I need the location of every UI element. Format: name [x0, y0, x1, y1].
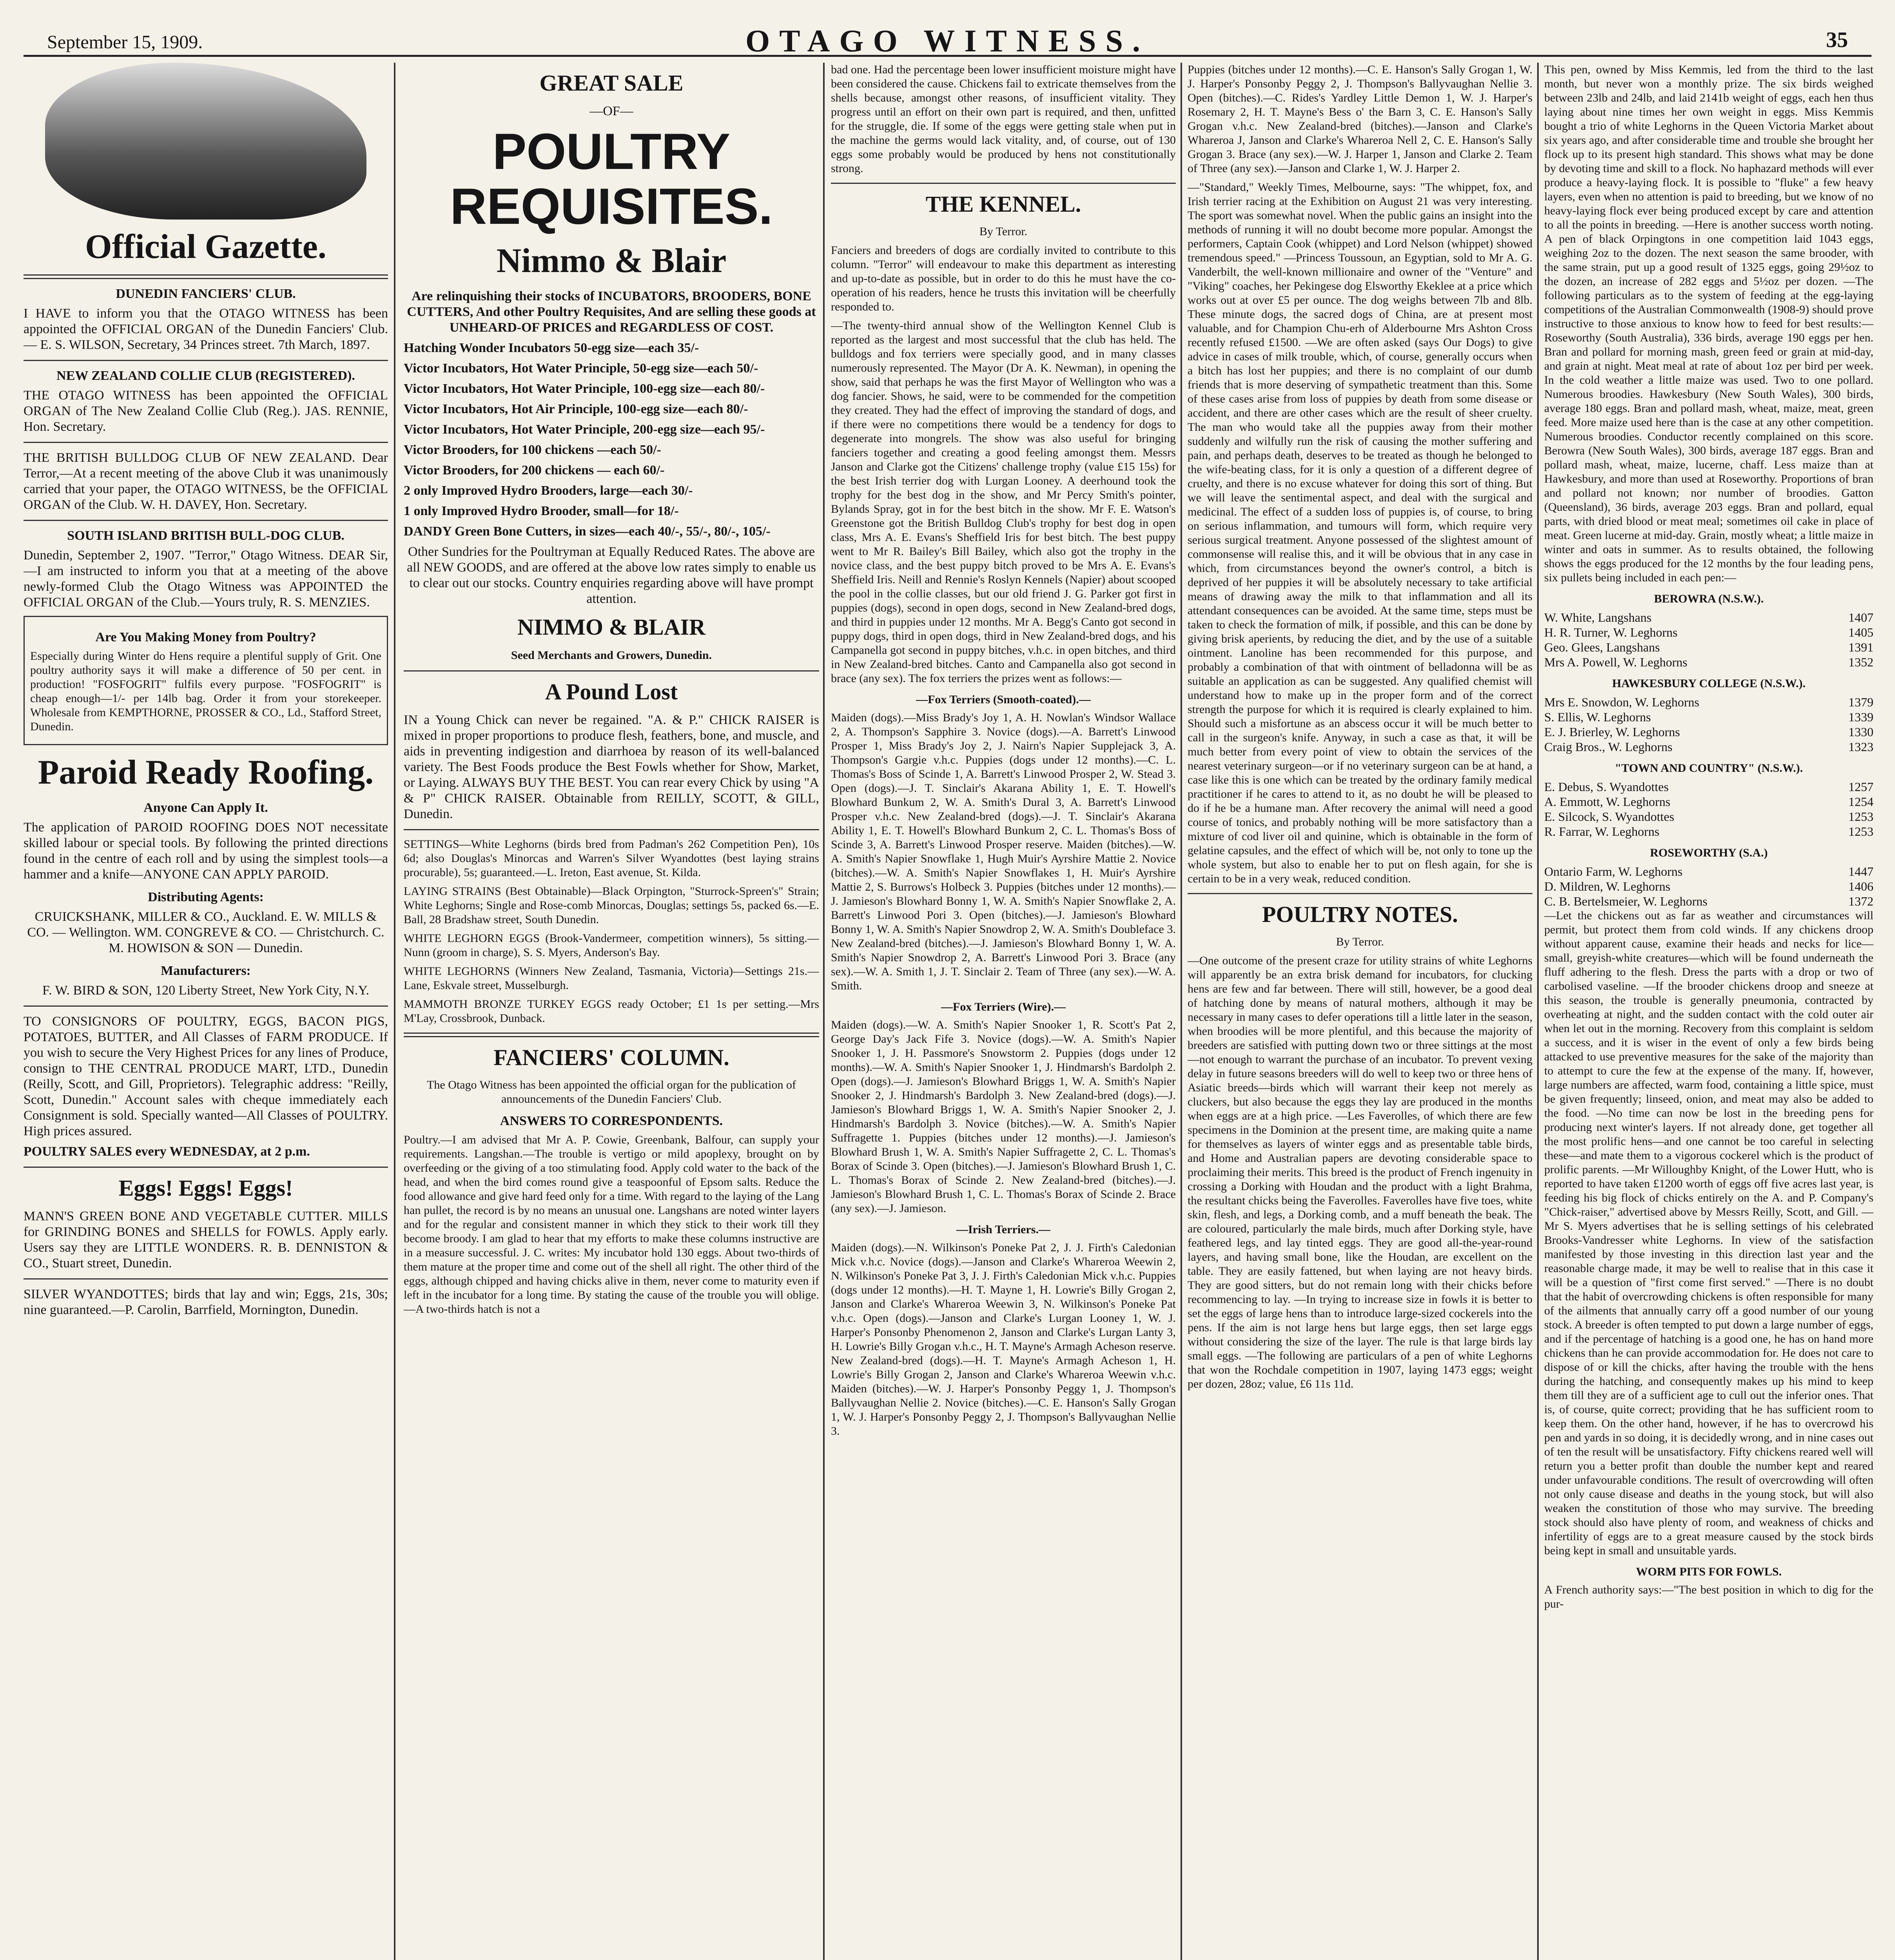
divider	[24, 1005, 388, 1007]
nimmo-outro: Other Sundries for the Poultryman at Equally Reduced Rates. The above are all NEW GOODS, and are offered at the above low rates simply to enable us to clear out our stocks. Country enquiries regarding above will have prompt attention.	[407, 544, 816, 606]
entry-name: E. Silcock, S. Wyandottes	[1544, 809, 1674, 824]
collie-illustration	[45, 63, 366, 220]
of-line: —OF—	[589, 104, 633, 118]
kennel-body: —The twenty-third annual show of the Wellington Kennel Club is reported as the largest and most successful that the club has held. The bulldogs and fox terriers were specially good, and in many classes numerously represented. The Mayor (Dr A. K. Newman), in opening the show, said that perhaps he was the first Mayor of Wellington who was a dog fancier. Shows, he said, were to be commended for the competition they created. They had the effect of improving the standard of dogs, and if there were no competitions there would be a tendency for dogs to degenerate into mongrels. The show was also useful for bringing fanciers together and creating a good feeling amongst them. Messrs Janson and Clarke got the Citizens' challenge trophy (value £15 15s) for the best Irish terrier dog with Lurgan Looney. A deerhound took the trophy for the best dog in the show, and Mr Percy Smith's pointer, Bylands Spray, got in for the best bitch in the show. Mr F. E. Watson's Greenstone got the British Bulldog Club's trophy for best dog in open class, Mrs A. E. Evans's Sheffield Iris for best bitch. The best puppy went to Mr R. Bailey's Bill Bailey, which also got the trophy in the novice class, and the best puppy bitch proved to be Mrs A. E. Evans's Sheffield Iris. Neill and Rennie's Roslyn Kennels (Napier) about scooped the pool in the collie classes, but our old friend J. G. Parker got first in puppies (dogs), second in open dogs, second in New Zealand-bred dogs, and third in puppies under 12 months. Mr A. Begg's Canto got second in puppy dogs, third in open dogs, third in New Zealand-bred dogs, and his Campanella got second in puppy bitches, v.h.c. in open bitches, and third in New Zealand-bred bitches. Canto and Campanella also got second in brace (any sex). The fox terriers the prizes went as follows:—	[831, 319, 1176, 685]
kennel-byline: By Terror.	[979, 225, 1028, 238]
poultry-notes-heading: POULTRY NOTES.	[1262, 902, 1458, 927]
paroid-body: The application of PAROID ROOFING DOES NOT necessitate skilled labour or special tools. By following the printed directions found in the centre of each roll and by using the simplest tools—a hammer and a knife—ANYONE CAN APPLY PAROID.	[24, 820, 388, 882]
agents-body: CRUICKSHANK, MILLER & CO., Auckland. E. W. MILLS & CO. — Wellington. WM. CONGREVE & CO. — Christchurch. C. M. HOWISON & SON — Dunedin.	[27, 909, 384, 955]
entry-name: Mrs A. Powell, W. Leghorns	[1544, 655, 1688, 669]
poultry-notes-more: —Let the chickens out as far as weather and circumstances will permit, but protect them from cold winds. If any chickens droop without apparent cause, examine their heads and necks for lice—small, greyish-white creatures—which will be found underneath the fluff adhering to the flesh. Dress the parts with a drop or two of carbolised vaseline. —If the brooder chickens droop and sneeze at this season, the trouble is generally pneumonia, contracted by overheating at night, and the sudden contact with the cold outer air when let out in the morning. Recovery from this complaint is seldom a success, and it is wiser in the event of only a few birds being attacked to use preventive measures for the sake of the majority than to attempt to cure the few at the expense of the many. If, however, large numbers are affected, warm food, containing a little spice, must be given frequently; linseed, onion, and meat may also be added to the food. —No time can now be lost in the breeding pens for producing next winter's layers. If not already done, get together all the most prolific hens—and one cannot be too careful in selecting these—and mate them to a vigorous cockerel which is the product of prolific parents. —Mr Willoughby Knight, of the Lower Hutt, who is reported to have taken £1200 worth of eggs off five acres last year, is feeding his big flock of chicks entirely on the A. and P. Company's "Chick-raiser," advertised above by Messrs Reilly, Scott, and Gill. —Mr S. Myers advertises that he is selling settings of his celebrated Brooks-Vandresser white Leghorns. In view of the satisfaction manifested by those investing in this direction last year and the reasonable charge made, it may be well to realise that in this case it will be a question of "first come first served." —There is no doubt that the habit of overcrowding chickens is often responsible for many of the ailments that annually carry off a good number of our young stock. A breeder is often tempted to put down a large number of eggs, and if the percentage of hatching is a good one, he has on hand more chickens than he can provide accommodation for. He does not care to dispose of or kill the chicks, after having the trouble with the hens during the hatching, and consequently makes up his mind to keep them till they are of a sufficient age to cull out the inferior ones. That is, of course, quite correct; providing that he has sufficient room to keep them. On the other hand, however, if he has to overcrowd his pen and yards in so doing, it is decidedly wrong, and in nine cases out of ten the result will be unsatisfactory. Fifty chickens reared well will return you a better profit than double the number kept and reared under unfavourable conditions. The result of overcrowding will often not only cause disease and deaths in the young stock, but will also weaken the constitution of those who may survive. The breeding stock should also have plenty of room, and weakness of chicks and infertility of eggs are to a great measure caused by the stock birds being kept in small and unsuitable yards.	[1544, 909, 1873, 1557]
masthead	[24, 16, 1871, 57]
wire-fox-results: Maiden (dogs).—W. A. Smith's Napier Snooker 1, R. Scott's Pat 2, George Day's Jack Fife 3. Novice (dogs).—W. A. Smith's Napier Snooker 1, J. H. Passmore's Snowstorm 2. Puppies (dogs under 12 months).—W. A. Smith's Napier Snooker 1, J. Hindmarsh's Bardolph 2. Open (dogs).—J. Jamieson's Blowhard Briggs 1, W. A. Smith's Napier Snooker 2, J. Hindmarsh's Bardolph 3. New Zealand-bred (dogs).—J. Jamieson's Blowhard Briggs 1, W. A. Smith's Napier Snooker 2, J. Hindmarsh's Bardolph 3. Novice (bitches).—W. A. Smith's Napier Suffragette 1. Puppies (bitches under 12 months).—J. Jamieson's Blowhard Brush 1, W. A. Smith's Napier Suffragette 2, C. L. Thomas's Borax of Scinde 3. Open (bitches).—J. Jamieson's Blowhard Brush 1, C. L. Thomas's Borax of Scinde 2. New Zealand-bred (bitches).—J. Jamieson's Blowhard Brush 1, C. L. Thomas's Borax of Scinde 2. Brace (any sex).—J. Jamieson.	[831, 1018, 1176, 1215]
table-row	[1544, 794, 1873, 809]
entry-name: A. Emmott, W. Leghorns	[1544, 795, 1670, 809]
requisites-heading: REQUISITES.	[450, 178, 773, 235]
pound-lost-heading: A Pound Lost	[545, 679, 678, 704]
entry-name: E. J. Brierley, W. Leghorns	[1544, 725, 1680, 739]
table-row	[1544, 894, 1873, 909]
entry-name: Ontario Farm, W. Leghorns	[1544, 864, 1683, 878]
table-row	[1544, 640, 1873, 655]
nimmo-blair-subtitle: Seed Merchants and Growers, Dunedin.	[511, 649, 712, 662]
irish-terriers-results: Maiden (dogs).—N. Wilkinson's Poneke Pat 2, J. J. Firth's Caledonian Mick v.h.c. Novice (dogs).—Janson and Clarke's Whareroa Weewin 2, N. Wilkinson's Poneke Pat 3, J. J. Firth's Caledonian Mick v.h.c. Puppies (dogs under 12 months).—H. T. Mayne 1, H. Lowrie's Billy Grogan 2, Janson and Clarke's Whareroa Weewin 3, N. Wilkinson's Poneke Pat v.h.c. Open (dogs).—Janson and Clarke's Lurgan Looney 1, W. J. Harper's Ponsonby Phenomenon 2, Janson and Clarke's Lurgan Lanty 3, H. Lowrie's Billy Grogan v.h.c., H. T. Mayne's Armagh Acheson reserve. New Zealand-bred (dogs).—H. T. Mayne's Armagh Acheson 1, H. Lowrie's Billy Grogan 2, Janson and Clarke's Whareroa Weewin v.h.c. Maiden (bitches).—W. J. Harper's Ponsonby Peggy 1, J. Thompson's Ballyvaughan Nellie 2. Novice (bitches).—C. E. Hanson's Sally Grogan 1, W. J. Harper's Ponsonby Peggy 2, J. Thompson's Ballyvaughan Nellie 3.	[831, 1241, 1176, 1437]
entry-name: Mrs E. Snowdon, W. Leghorns	[1544, 695, 1699, 709]
poultry-notes-continued: This pen, owned by Miss Kemmis, led from the third to the last month, but never won a monthly prize. The six birds weighed between 23lb and 24lb, and laid 2141b weight of eggs, each hen thus laying about nine times her own weight in eggs. Miss Kemmis bought a trio of white Leghorns in the Queen Victoria Market about six years ago, and after considerable time and trouble she brought her flock up to its present high standard. This shows what may be done by devoting time and skill to a flock. No haphazard methods will ever produce a heavy-laying flock. It is possible to "fluke" a few heavy layers, even when no attention is paid to breeding, but we know of no heavy-laying flock ever being produced except by care and attention to all the points in breeding. —Here is another success worth noting. A pen of black Orpingtons in one competition laid 1043 eggs, weighing 2oz to the dozen. The next season the same brooder, with the same strain, put up a good result of 1325 eggs, going 29½oz to the dozen, an increase of 282 eggs and 5½oz per dozen. —The following particulars as to the system of feeding at the egg-laying competitions of the Australian Commonwealth (1908-9) should prove instructive to those anxious to know how to feed for best results:— Roseworthy (South Australia), 336 birds, average 190 eggs per hen. Bran and pollard for morning mash, green feed or grain at mid-day, and grain at night. Meat meal at rate of about 1oz per bird per week. In the cold weather a little maize was used. Two to one pollard. Numerous broodies. Hawkesbury (New South Wales), 300 birds, average 180 eggs. Bran and pollard mash, wheat, maize, meat, green feed. More maize used here than is the case at any other competition. Numerous broodies. Conductor recently complained on this score. Berowra (New South Wales), 300 birds, average 187 eggs. Bran and pollard mash, wheat, maize, lucerne, chaff. Less maize than at Hawkesbury, and more than used at Roseworthy. Proportions of bran and pollard not known; nor number of broodies. Gatton (Queensland), 36 birds, average 203 eggs. Bran and pollard, equal parts, with dried blood or meat meal; sometimes oil cake in place of meat. Green lucerne at mid-day. Grain, mostly wheat; a little maize in winter and oats in summer. As to results obtained, the following shows the eggs produced for the 12 months by the four leading pens, six pullets being included in each pen:—	[1544, 63, 1873, 584]
table-row	[1544, 824, 1873, 839]
table-row	[1544, 864, 1873, 879]
table-row	[1544, 695, 1873, 710]
eggs-body: MANN'S GREEN BONE AND VEGETABLE CUTTER. MILLS for GRINDING BONES and SHELLS for FOWLS. Apply early. Users say they are LITTLE WONDERS. R. B. DENNISTON & CO., Stuart street, Dunedin.	[24, 1209, 388, 1270]
entry-name: R. Farrar, W. Leghorns	[1544, 824, 1659, 838]
entry-name: E. Debus, S. Wyandottes	[1544, 780, 1669, 794]
classified-ad: WHITE LEGHORNS (Winners New Zealand, Tasmania, Victoria)—Settings 21s.—Lane, Eskvale street, Musselburgh.	[404, 965, 819, 992]
poultry-notes-byline: By Terror.	[1336, 935, 1384, 948]
column-3	[831, 63, 1176, 1960]
table-row	[1544, 655, 1873, 670]
column-2	[404, 63, 819, 1960]
divider	[24, 1167, 388, 1168]
classified-ad: WHITE LEGHORN EGGS (Brook-Vandermeer, competition winners), 5s sitting.—Nunn (groom in charge), S. S. Myers, Anderson's Bay.	[404, 932, 819, 959]
answers-heading: ANSWERS TO CORRESPONDENTS.	[500, 1114, 723, 1128]
entry-eggs: 1379	[1848, 695, 1873, 709]
kennel-notes: —"Standard," Weekly Times, Melbourne, says: "The whippet, fox, and Irish terrier racing at the Exhibition on August 21 was very interesting. The sport was somewhat novel. When the public gains an insight into the methods of running it will no doubt become more popular. Amongst the performers, Captain Cook (whippet) and Lord Nelson (whippet) showed tremendous speed." —Princess Toussoun, an Egyptian, sold to Mr A. G. Vanderbilt, the well-known millionaire and owner of the "Venture" and "Viking" coaches, her Pekingese dog Elsworthy Ekeklee at a price which works out at over £5 per ounce. The dog weighs between 7lb and 8lb. These minute dogs, the sacred dogs of China, are at present most valuable, and for Champion Chu-erh of Alderbourne Mrs Ashton Cross recently refused £1500. —We are often asked (says Our Dogs) to give advice in cases of milk trouble, which, of course, generally occurs when a bitch has lost her puppies; and there is no complaint of our dumb friends that is more deserving of sympathetic treatment than this. Some of these cases arise from loss of puppies by death from some disease or accident, and there are other cases which are the result of sheer cruelty. The man who would take all the puppies away from their mother suddenly and wilfully run the risk of causing the mother suffering and pain, and perhaps death, deserves to be treated as though he belonged to the wife-beating class, for it is only a question of a different degree of cruelty, and there is no excuse whatever for doing this sort of thing. But we will leave the sentimental aspect, and deal with the surgical and medicinal. The effect of a sudden loss of puppies is, of course, to bring on serious inflammation, and tumours will form, which require very serious surgical treatment. Anyone possessed of the slightest amount of commonsense will realise this, and it will be obvious that in any case in which, from circumstances beyond the owner's control, a bitch is deprived of her puppies it will be absolutely necessary to take artificial means of drawing away the milk to that inflammation and all its attendant consequences can be avoided. At the same time, steps must be taken to check the formation of milk, if possible, and this can be done by giving brisk aperients, by reducing the diet, and by the use of a suitable ointment. Lanoline has been recommended for this purpose, and probably a combination of that with ointment of belladonna will be as suitable an application as can be suggested. Any qualified chemist will understand how to make up in the proper form and of the correct strength the purpose for which it is required is clearly explained to him. Should such a misfortune as an abscess occur it will be much better to call in the surgeon's knife. Anyway, in such a case as that, it will be much better from every point of view to obtain the services of the nearest veterinary surgeon—or if no veterinary surgeon can be at hand, a case like this is one which can be treated by the ordinary family medical practitioner if he cares to attend to it, as no doubt he will be pleased to do if he be a humane man. After recovery the animal will need a good course of tonics, and probably nothing will be more satisfactory than a mixture of cod liver oil and quinine, which is obtainable in the form of gelatine capsules, and the effect of which will be, not only to tone up the whole system, but also to enable her to put on flesh again, for she is certain to be in a very weak, reduced condition.	[1188, 181, 1532, 885]
divider	[831, 183, 1176, 184]
table-row	[1544, 625, 1873, 640]
divider	[24, 442, 388, 443]
poultry-heading: POULTRY	[492, 123, 731, 180]
column-5	[1544, 63, 1873, 1960]
divider	[24, 274, 388, 279]
entry-eggs: 1253	[1848, 809, 1873, 824]
divider	[24, 360, 388, 361]
issue-date: September 15, 1909.	[47, 32, 203, 53]
entry-eggs: 1330	[1848, 725, 1873, 739]
divider	[404, 1033, 819, 1037]
nzcc-heading: NEW ZEALAND COLLIE CLUB (REGISTERED).	[56, 368, 355, 383]
kennel-heading: THE KENNEL.	[925, 191, 1081, 217]
dfc-notice: I HAVE to inform you that the OTAGO WITNESS has been appointed the OFFICIAL ORGAN of the Dunedin Fanciers' Club. — E. S. WILSON, Secretary, 34 Princes street. 7th March, 1897.	[24, 306, 388, 352]
sale-item: 2 only Improved Hydro Brooders, large—each 30/-	[404, 483, 693, 498]
column-4	[1188, 63, 1532, 1960]
entry-name: W. White, Langshans	[1544, 610, 1652, 624]
entry-eggs: 1253	[1848, 824, 1873, 838]
kennel-intro: Fanciers and breeders of dogs are cordially invited to contribute to this column. "Terror" will endeavour to make this department as interesting and up-to-date as possible, but in order to do this he must have the co-operation of his readers, hence he trusts this invitation will be cheerfully responded to.	[831, 244, 1176, 313]
table-heading: HAWKESBURY COLLEGE (N.S.W.).	[1612, 677, 1806, 690]
entry-name: Craig Bros., W. Leghorns	[1544, 740, 1673, 754]
sale-item: DANDY Green Bone Cutters, in sizes—each 40/-, 55/-, 80/-, 105/-	[404, 524, 771, 539]
entry-eggs: 1406	[1848, 879, 1873, 893]
results-table	[1544, 592, 1873, 909]
classified-ad: MAMMOTH BRONZE TURKEY EGGS ready October; £1 1s per setting.—Mrs M'Lay, Crossbrook, Dunback.	[404, 998, 819, 1025]
entry-eggs: 1339	[1848, 710, 1873, 724]
entry-name: S. Ellis, W. Leghorns	[1544, 710, 1651, 724]
fanciers-intro: The Otago Witness has been appointed the official organ for the publication of announcements of the Dunedin Fanciers' Club.	[427, 1078, 796, 1105]
entry-name: D. Mildren, W. Leghorns	[1544, 879, 1670, 893]
chick-raiser-ad: IN a Young Chick can never be regained. "A. & P." CHICK RAISER is mixed in proper proportions to produce flesh, feathers, bone, and muscle, and aids in preventing indigestion and diarrhoea by reason of its well-balanced variety. The Best Foods produce the Best Fowls whether for Show, Market, or Laying. ALWAYS BUY THE BEST. You can rear every Chick by using "A & P" CHICK RAISER. Obtainable from REILLY, SCOTT, & GILL, Dunedin.	[404, 713, 819, 821]
sale-item: Hatching Wonder Incubators 50-egg size—each 35/-	[404, 341, 699, 355]
worm-pits-body: A French authority says:—"The best position in which to dig for the pur-	[1544, 1583, 1873, 1610]
irish-terriers-continued: Puppies (bitches under 12 months).—C. E. Hanson's Sally Grogan 1, W. J. Harper's Ponsonby Peggy 2, J. Thompson's Ballyvaughan Nellie 3. Open (bitches).—C. Rides's Yardley Little Demon 1, W. J. Harper's Rosemary 2, H. T. Mayne's Bess o' the Barn 3, C. E. Hanson's Sally Grogan v.h.c. New Zealand-bred (bitches).—Janson and Clarke's Whareroa J, Janson and Clarke's Whareroa Nell 2, C. E. Hanson's Sally Grogan 3. Brace (any sex).—W. J. Harper 1, Janson and Clarke 2. Team of Three (any sex).—Janson and Clarke 1, W. J. Harper 2.	[1188, 63, 1532, 175]
page-number: 35	[1826, 28, 1848, 52]
worm-pits-heading: WORM PITS FOR FOWLS.	[1636, 1565, 1782, 1578]
entry-eggs: 1391	[1848, 640, 1873, 654]
entry-eggs: 1254	[1848, 795, 1873, 809]
wire-fox-heading: —Fox Terriers (Wire).—	[941, 1000, 1066, 1013]
manufacturers-body: F. W. BIRD & SON, 120 Liberty Street, New York City, N.Y.	[42, 983, 370, 998]
dfc-heading: DUNEDIN FANCIERS' CLUB.	[116, 287, 296, 301]
sale-item: Victor Incubators, Hot Water Principle, 100-egg size—each 80/-	[404, 381, 765, 396]
sib-notice: Dunedin, September 2, 1907. "Terror," Otago Witness. DEAR Sir,—I am instructed to inform you that at a meeting of the above newly-formed Club the Otago Witness was APPOINTED the OFFICIAL ORGAN of the Club.—Yours truly, R. S. MENZIES.	[24, 548, 388, 610]
sale-item: Victor Brooders, for 200 chickens — each 60/-	[404, 463, 665, 477]
agents-heading: Distributing Agents:	[148, 890, 264, 904]
irish-terriers-heading: —Irish Terriers.—	[956, 1223, 1050, 1236]
table-row	[1544, 779, 1873, 794]
paper-title: OTAGO WITNESS.	[745, 24, 1150, 58]
paroid-heading: Paroid Ready Roofing.	[38, 753, 374, 791]
entry-eggs: 1405	[1848, 625, 1873, 639]
table-row	[1544, 724, 1873, 739]
sale-item: Victor Incubators, Hot Water Principle, 200-egg size—each 95/-	[404, 422, 765, 437]
poultry-notes-body: —One outcome of the present craze for utility strains of white Leghorns will apparently be an extra brisk demand for incubators, for clucking hens are few and far between. There will still, however, be a good deal of hatching done by means of natural mothers, although it may be necessary in many cases to defer operations till a little later in the season, when broodies will be more plentiful, and this because the majority of breeders are satisfied with putting down two or three sittings at the most—not enough to warrant the purchase of an incubator. To prevent vexing delay in future seasons breeders will do well to keep two or three hens of Asiatic breeds—birds which will warrant their keep not merely as cluckers, but also because the eggs they lay are produced in the months when eggs are at a high price. —Les Faverolles, of which there are few specimens in the Dominion at the present time, are making quite a name for themselves as layers of winter eggs and as presentable table birds, and Home and Australian papers are devoting considerable space to proclaiming their merits. This breed is the product of French ingenuity in crossing a Dorking with Houdan and the product with a light Brahma, the resultant chicks being the Faverolles. Faverolles have five toes, white skin, flesh, and legs, a Dorking comb, and a muff beneath the beak. The are coloured, particularly the male birds, much after Dorking style, have feathered legs, and lay tinted eggs. They are good all-the-year-round layers, and having small bone, like the Houdan, are excellent on the table. They are easily fattened, but when laying are not heavy birds. They are good sitters, but do not remain long with their chicks before recommencing to lay. —In trying to increase size in fowls it is better to set the eggs of large hens than to introduce large-sized cockerels into the pens. If the aim is not large hens but large eggs, then set large eggs without considering the size of the layer. The rule is that large birds lay small eggs. —The following are particulars of a pen of white Leghorns that won the Rochdale competition in 1907, laying 1473 eggs; weight per dozen, 28oz; value, £6 11s 11d.	[1188, 954, 1532, 1390]
silver-wyandottes-ad: SILVER WYANDOTTES; birds that lay and win; Eggs, 21s, 30s; nine guaranteed.—P. Carolin, Barrfield, Mornington, Dunedin.	[24, 1287, 388, 1317]
entry-eggs: 1352	[1848, 655, 1873, 669]
entry-eggs: 1407	[1848, 610, 1873, 624]
column-rule	[1537, 63, 1539, 1960]
table-row	[1544, 710, 1873, 724]
table-row	[1544, 739, 1873, 754]
divider	[1188, 893, 1532, 894]
table-heading: BEROWRA (N.S.W.).	[1654, 592, 1764, 605]
column-rule	[823, 63, 825, 1960]
classified-ad: SETTINGS—White Leghorns (birds bred from Padman's 262 Competition Pen), 10s 6d; also Douglas's Minorcas and Warren's Silver Wyandottes (best laying strains procurable), 5s; guaranteed.—L. Ireton, East avenue, St. Kilda.	[404, 838, 819, 879]
table-heading: ROSEWORTHY (S.A.)	[1650, 846, 1768, 859]
classified-ad: LAYING STRAINS (Best Obtainable)—Black Orpington, "Sturrock-Spreen's" Strain; White Leghorns; Single and Rose-comb Minorcas, Douglas; settings 5s, packed 6s.—E. Ball, 28 Bradshaw street, South Dunedin.	[404, 885, 819, 926]
divider	[404, 670, 819, 671]
nimmo-intro: Are relinquishing their stocks of INCUBATORS, BROODERS, BONE CUTTERS, And other Poultry Requisites, And are selling these goods at UNHEARD-OF PRICES and REGARDLESS OF COST.	[407, 289, 816, 335]
smooth-fox-results: Maiden (dogs).—Miss Brady's Joy 1, A. H. Nowlan's Windsor Wallace 2, A. Thompson's Sapphire 3. Novice (dogs).—A. Barrett's Linwood Prosper 1, Miss Brady's Joy 2, J. Nairn's Napier Supplejack 3, A. Thompson's Gargie v.h.c. Puppies (dogs under 12 months).—C. L. Thomas's Boss of Scinde 1, A. Barrett's Linwood Prosper 2, W. Stead 3. Open (dogs).—J. T. Sinclair's Akarana Ability 1, E. T. Howell's Blowhard Bunkum 2, W. A. Smith's Dural 3, A. Barrett's Linwood Prosper v.h.c. New Zealand-bred (dogs).—J. T. Sinclair's Akarana Ability 1, E. T. Howell's Blowhard Bunkum 2, C. L. Thomas's Boss of Scinde 3, A. Barrett's Linwood Prosper reserve. Maiden (bitches).—W. A. Smith's Napier Snowflake 1, Hugh Muir's Ayrshire Mattie 2. Novice (bitches).—W. A. Smith's Napier Snowflakes 1, H. Muir's Ayrshire Mattie 2, S. Burrows's Holbeck 3. Puppies (bitches under 12 months).—J. Jamieson's Blowhard Bonny 1, W. A. Smith's Napier Snowflake 2, A. Barrett's Linwood Pori 3. Open (bitches).—J. Jamieson's Blowhard Bonny 1, W. A. Smith's Napier Snowdrop 2, W. A. Smith's Doubleface 3. New Zealand-bred (bitches).—J. Jamieson's Blowhard Bonny 1, W. A. Smith's Napier Snowdrop 2, A. Barrett's Linwood Pori 3. Brace (any sex).—W. A. Smith 1, J. T. Sinclair 2. Team of Three (any sex).—W. A. Smith.	[831, 711, 1176, 992]
entry-eggs: 1323	[1848, 740, 1873, 754]
divider	[24, 1278, 388, 1279]
eggs-heading: Eggs! Eggs! Eggs!	[118, 1175, 293, 1201]
column-1	[24, 63, 388, 1960]
divider	[404, 829, 819, 830]
manufacturers-heading: Manufacturers:	[161, 964, 251, 978]
sale-item: Victor Incubators, Hot Water Principle, 50-egg size—each 50/-	[404, 361, 758, 376]
table-heading: "TOWN AND COUNTRY" (N.S.W.).	[1615, 762, 1803, 775]
sale-item: 1 only Improved Hydro Brooder, small—for 18/-	[404, 504, 679, 518]
entry-eggs: 1447	[1848, 864, 1873, 878]
bulldog-notice: THE BRITISH BULLDOG CLUB OF NEW ZEALAND. Dear Terror,—At a recent meeting of the above Club it was unanimously carried that your paper, the OTAGO WITNESS, be the OFFICIAL ORGAN of the Club. W. H. DAVEY, Hon. Secretary.	[24, 450, 388, 512]
entry-name: Geo. Glees, Langshans	[1544, 640, 1660, 654]
nimmo-heading: Nimmo & Blair	[496, 242, 727, 280]
column-rule	[394, 63, 395, 1960]
paroid-subheading: Anyone Can Apply It.	[143, 800, 268, 815]
great-sale-heading: GREAT SALE	[539, 70, 684, 96]
entry-name: H. R. Turner, W. Leghorns	[1544, 625, 1678, 639]
nzcc-notice: THE OTAGO WITNESS has been appointed the OFFICIAL ORGAN of The New Zealand Collie Club (Reg.). JAS. RENNIE, Hon. Secretary.	[24, 388, 388, 434]
table-row	[1544, 610, 1873, 625]
fosfogrit-body: Especially during Winter do Hens require a plentiful supply of Grit. One poultry authority says it will make a difference of 50 per cent. in production! "FOSFOGRIT" fulfils every purpose. "FOSFOGRIT" is cheap enough—1/- per 14lb bag. Order it from your storekeeper. Wholesale from KEMPTHORNE, PROSSER & CO., Ld., Stafford Street, Dunedin.	[30, 650, 381, 733]
sale-item: Victor Brooders, for 100 chickens —each 50/-	[404, 443, 661, 457]
answers-body: Poultry.—I am advised that Mr A. P. Cowie, Greenbank, Balfour, can supply your requirements. Langshan.—The trouble is vertigo or mild apoplexy, brought on by overfeeding or the giving of a too stimulating food. Apply cold water to the back of the head, and when the bird comes round give a teaspoonful of Epsom salts. Reduce the food allowance and give hard feed only for a time. With regard to the laying of the Lang han pullet, the record is by no means an unusual one. Langshans are noted winter layers and for the regular and consistent manner in which they stick to their work till they become broody. I am glad to hear that my efforts to make these columns instructive are in a measure successful. J. C. writes: My incubator hold 130 eggs. About two-thirds of them mature at the proper time and come out of the shell all right. The other third of the eggs, although chipped and having chicks alive in them, never come to maturity even if left in the incubator for a long time. By stating the cause of the trouble you will oblige.—A two-thirds hatch is not a	[404, 1133, 819, 1316]
smooth-fox-heading: —Fox Terriers (Smooth-coated).—	[916, 693, 1091, 706]
official-gazette-heading: Official Gazette.	[85, 228, 326, 266]
answers-continued: bad one. Had the percentage been lower insufficient moisture might have been considered the cause. Chickens fail to extricate themselves from the shells because, amongst other reasons, of insufficient vitality. They progress until an effort on their own part is required, and then, unfitted for the struggle, die. If some of the eggs were getting stale when put in the machine the germs would lack vitality, and, of course, out of 130 eggs some probably would be produced by hens not constitutionally strong.	[831, 63, 1176, 175]
sale-item: Victor Incubators, Hot Air Principle, 100-egg size—each 80/-	[404, 402, 748, 416]
fosfogrit-heading: Are You Making Money from Poultry?	[95, 630, 316, 644]
table-row	[1544, 879, 1873, 894]
nimmo-blair-signature: NIMMO & BLAIR	[517, 614, 706, 640]
divider	[24, 520, 388, 521]
fosfogrit-ad	[24, 616, 388, 745]
entry-eggs: 1372	[1848, 894, 1873, 908]
entry-name: C. B. Bertelsmeier, W. Leghorns	[1544, 894, 1708, 908]
table-row	[1544, 809, 1873, 824]
sib-heading: SOUTH ISLAND BRITISH BULL-DOG CLUB.	[67, 528, 345, 543]
entry-eggs: 1257	[1848, 780, 1873, 794]
fanciers-column-heading: FANCIERS' COLUMN.	[493, 1045, 729, 1070]
poultry-sales: POULTRY SALES every WEDNESDAY, at 2 p.m.	[24, 1144, 310, 1159]
consignors-ad: TO CONSIGNORS OF POULTRY, EGGS, BACON PIGS, POTATOES, BUTTER, and All Classes of FARM PRODUCE. If you wish to secure the Very Highest Prices for any lines of Produce, consign to THE CENTRAL PRODUCE MART, LTD., Dunedin (Reilly, Scott, and Gill, Proprietors). Telegraphic address: "Reilly, Scott, Dunedin." Account sales with cheque immediately each Consignment is sold. Specially wanted—All Classes of POULTRY. High prices assured.	[24, 1014, 388, 1138]
column-rule	[1181, 63, 1182, 1960]
